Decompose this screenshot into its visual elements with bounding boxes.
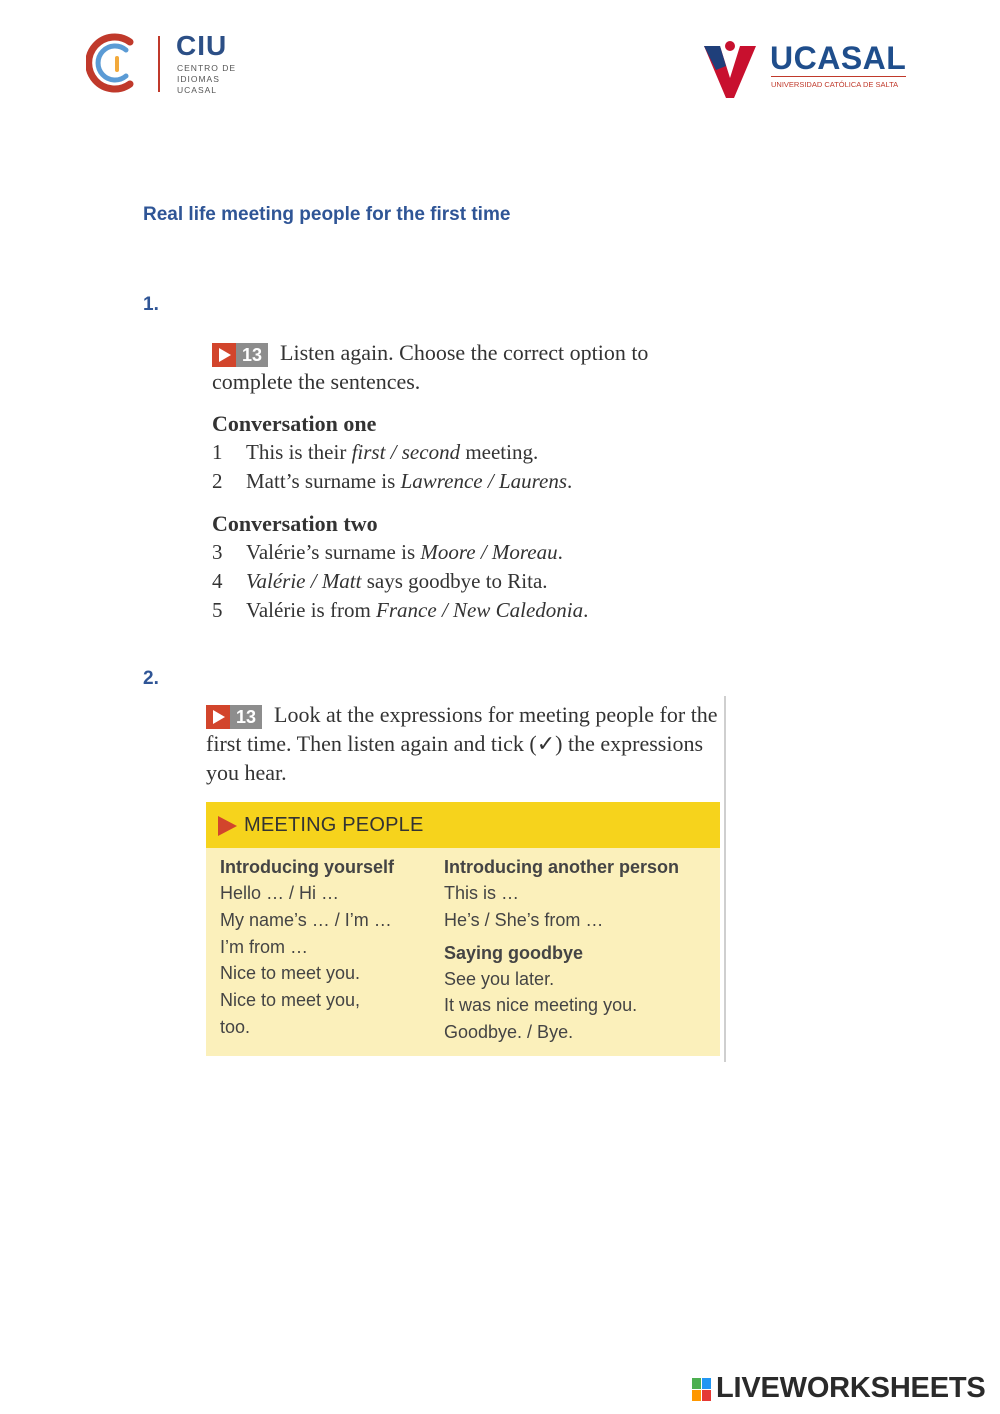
expressions-column-left [220, 854, 430, 1041]
meeting-people-box [206, 802, 720, 1056]
ciu-emblem-icon [86, 32, 148, 94]
column-heading: Introducing another person [444, 857, 680, 877]
track-number: 13 [230, 705, 262, 729]
item-text: . [557, 540, 563, 564]
exercise-instruction [212, 338, 732, 396]
ucasal-shield-icon [704, 40, 756, 98]
meeting-people-header [206, 802, 720, 848]
triangle-arrow-icon [218, 816, 237, 836]
item-options: first / second [351, 440, 461, 464]
item-text: Valérie’s surname is [246, 540, 421, 564]
liveworksheets-logo [692, 1372, 992, 1408]
section-heading: Conversation one [212, 411, 377, 436]
expression: See you later. [444, 968, 555, 989]
exercise-2-image [206, 700, 726, 1062]
ciu-logo [86, 30, 238, 98]
ciu-subtitle-line: CENTRO DE [177, 63, 237, 73]
item-options: Lawrence / Laurens [400, 469, 568, 493]
expression: Goodbye. / Bye. [444, 1022, 574, 1043]
play-icon[interactable] [206, 705, 230, 729]
ucasal-rule [771, 76, 906, 77]
box-title: MEETING PEOPLE [244, 814, 424, 836]
list-item [212, 467, 732, 496]
expression: This is … [444, 883, 520, 903]
ucasal-logo [704, 38, 909, 100]
item-number: 1 [212, 440, 223, 464]
expression: He’s / She’s from … [444, 909, 604, 930]
item-number: 4 [212, 569, 223, 593]
item-text: . [583, 598, 589, 622]
ciu-subtitle-line: IDIOMAS [177, 74, 220, 84]
item-number: 2 [212, 469, 223, 493]
item-text: meeting. [460, 440, 539, 464]
ucasal-subtitle: UNIVERSIDAD CATÓLICA DE SALTA [771, 80, 899, 89]
item-options: Valérie / Matt [246, 569, 362, 593]
item-number: 3 [212, 540, 223, 564]
expression: My name’s … / I’m … [220, 909, 392, 930]
expression: too. [220, 1016, 251, 1037]
expression: Hello … / Hi … [220, 883, 340, 903]
instruction-text: Listen again. Choose the correct option to complete the sentences. [212, 340, 649, 394]
item-text: . [567, 469, 573, 493]
expression: Nice to meet you. [220, 963, 361, 984]
list-item [212, 538, 732, 567]
ucasal-title: UCASAL [770, 40, 907, 76]
expression: I’m from … [220, 936, 308, 957]
item-text: This is their [246, 440, 352, 464]
list-item [212, 596, 732, 625]
item-text: says goodbye to Rita. [361, 569, 548, 593]
item-options: Moore / Moreau [420, 540, 558, 564]
audio-track-badge[interactable] [212, 343, 268, 367]
page-title: Real life meeting people for the first time [143, 204, 511, 225]
question-number: 2. [143, 668, 159, 689]
track-number: 13 [236, 343, 268, 367]
logo-divider [158, 36, 160, 92]
expression: It was nice meeting you. [444, 995, 638, 1016]
column-heading: Saying goodbye [444, 942, 584, 963]
liveworksheets-mark-icon [692, 1378, 712, 1402]
exercise-1-image [212, 338, 732, 633]
exercise-instruction [206, 700, 726, 787]
column-heading: Introducing yourself [220, 857, 395, 877]
liveworksheets-brand: LIVEWORKSHEETS [716, 1372, 986, 1404]
item-number: 5 [212, 598, 223, 622]
list-item [212, 567, 732, 596]
ciu-title: CIU [176, 30, 228, 61]
play-icon[interactable] [212, 343, 236, 367]
expressions-column-right [444, 854, 714, 1046]
instruction-text: Look at the expressions for meeting people for the first time. Then listen again and tick (✓) the expressions you hear. [206, 702, 718, 785]
expression: Nice to meet you, [220, 990, 361, 1011]
ciu-subtitle-line: UCASAL [177, 85, 218, 95]
question-number: 1. [143, 294, 159, 315]
item-options: France / New Caledonia [376, 598, 584, 622]
section-heading: Conversation two [212, 511, 378, 536]
audio-track-badge[interactable] [206, 705, 262, 729]
item-text: Matt’s surname is [246, 469, 401, 493]
list-item [212, 438, 732, 467]
item-text: Valérie is from [246, 598, 377, 622]
